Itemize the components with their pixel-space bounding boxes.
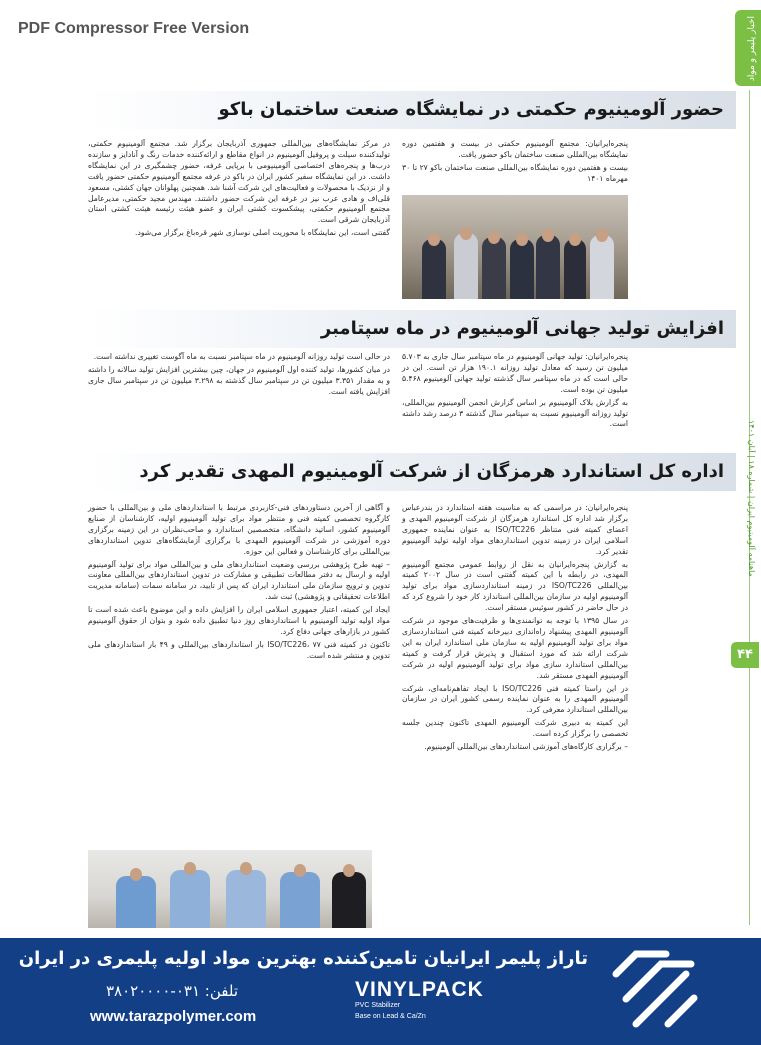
article3-paragraph: – برگزاری کارگاه‌های آموزشی استانداردهای بین‌المللی آلومینیوم. [424, 742, 628, 752]
ad-subline1: PVC Stabilizer [355, 1002, 401, 1009]
article3-right-column [402, 503, 628, 755]
article3-title-bar [88, 453, 736, 491]
article2-paragraph: به گزارش بلاک آلومینیوم بر اساس گزارش انجمن آلومینیوم بین‌المللی، تولید روزانه آلومینیوم نسبت به سپتامبر سال گذشته ۳ درصد رشد داشته است. [402, 397, 628, 429]
article3-paragraph: تاکنون در کمیته فنی ISO/TC226، ۷۷ بار استانداردهای بین‌المللی و ۴۹ بار استانداردهای ملی تدوین و منتشر شده است. [88, 639, 390, 660]
taraz-logo-icon [606, 944, 704, 1034]
article1-title-bar [88, 91, 736, 129]
issue-info: ماهنامه آلومینیوم ایران | شماره ۱۸ | آبان ۱۴۰۱ [747, 420, 756, 577]
ad-subline2: Base on Lead & Ca/Zn [355, 1013, 426, 1020]
article1-title: حضور آلومینیوم حکمتی در نمایشگاه صنعت ساختمان باکو [218, 99, 724, 120]
article3-paragraph: ایجاد این کمیته، اعتبار جمهوری اسلامی ایران را افزایش داده و این موضوع باعث شده است تا مواد اولیه تولید آلومینیوم با استانداردهای روز دنیا تطبیق داده شود و بتوان از حقوق آلومینیوم کشور در بازارهای جهانی دفاع کرد. [88, 605, 390, 636]
article3-paragraph: و آگاهی از آخرین دستاوردهای فنی-کاربردی مرتبط با استانداردهای ملی و بین‌المللی با حضور کارگروه تخصصی کمیته فنی و منتظر مواد برای تولید آلومینیوم اولیه، کارشناسان از صنایع آلومینیوم کشور، اساتید دانشگاه، متخصصین استاندارد و صاحب‌نظران در این زمینه برگزاری دوره آموزشی در شرکت آلومینیوم المهدی با برگزاری آزمایشگاه‌های تدوین استانداردهای بین‌المللی برای کارشناسان و فعالین این حوزه. [88, 503, 390, 556]
article3-title: اداره کل استاندارد هرمزگان از شرکت آلومینیوم المهدی تقدیر کرد [139, 461, 724, 482]
article3-paragraph: در این راستا کمیته فنی ISO/TC226 با ایجاد تفاهم‌نامه‌ای، شرکت آلومینیوم المهدی را به عنوان نماینده رسمی کشور ایران در سازمان بین‌المللی استاندارد معرفی کرد. [402, 683, 628, 715]
ad-phone-label: تلفن: [204, 982, 238, 1000]
article3-photo [88, 850, 372, 928]
article1-photo [402, 195, 628, 299]
section-tab [735, 10, 761, 86]
article3-paragraph: – تهیه طرح پژوهشی بررسی وضعیت استانداردهای ملی و بین‌المللی مواد برای تولید آلومینیوم اولیه و ارسال به دفتر مطالعات تطبیقی و مشارکت در تدوین استانداردهای بین‌المللی معاونت تدوین و ترویج سازمان ملی استاندارد ایران که پس از تایید، در سامانه سمات (سامانه مدیریت اطلاعات تحقیقاتی و پژوهشی) ثبت شد. [88, 559, 390, 602]
ad-brand: VINYLPACK [355, 978, 484, 1001]
ad-website[interactable]: www.tarazpolymer.com [90, 1008, 257, 1025]
article1-paragraph: بیست و هفتمین دوره نمایشگاه بین‌المللی صنعت ساختمان باکو ۲۷ تا ۳۰ مهرماه ۱۴۰۱ [402, 162, 628, 183]
article2-left-column [88, 352, 390, 400]
article3-paragraph: پنجره‌ایرانیان: در مراسمی که به مناسبت هفته استاندارد در بندرعباس برگزار شد اداره کل استاندارد هرمزگان از شرکت آلومینیوم المهدی و اعضای کمیته فنی متناظر ISO/TC226 به عنوان نماینده جمهوری اسلامی ایران در زمینه تدوین استانداردهای مواد اولیه تولید آلومینیوم تقدیر کرد. [402, 503, 629, 556]
ad-phone-number: ۰۳۱-۳۸۰۲۰۰۰۰ [105, 982, 201, 1000]
article3-paragraph: این کمیته به دبیری شرکت آلومینیوم المهدی تاکنون چندین جلسه تخصصی را برگزار کرده است. [402, 718, 628, 739]
article2-title-bar [88, 310, 736, 348]
article1-paragraph: گفتنی است، این نمایشگاه با محوریت اصلی نوسازی شهر قره‌باغ برگزار می‌شود. [135, 228, 390, 238]
article3-paragraph: در سال ۱۳۹۵ با توجه به توانمندی‌ها و ظرفیت‌های موجود در شرکت آلومینیوم المهدی پیشنهاد راه‌اندازی دبیرخانه کمیته فنی استانداردسازی مواد برای تولید آلومینیوم اولیه به سازمان ملی استاندارد ایران به این شرکت ارائه شد که مورد استقبال و پذیرش قرار گرفت و کمیته بین‌المللی استاندارد سازی مواد برای تولید آلومینیوم اولیه در شرکت آلومینیوم المهدی مستقر شد. [402, 616, 628, 680]
watermark: PDF Compressor Free Version [18, 20, 250, 37]
page-number: ۴۴ [731, 642, 759, 668]
ad-headline: تاراز پلیمر ایرانیان تامین‌کننده بهترین مواد اولیه پلیمری در ایران [18, 948, 588, 969]
article2-paragraph: در حالی است تولید روزانه آلومینیوم در ماه سپتامبر نسبت به ماه آگوست تغییری نداشته است. [93, 352, 390, 361]
article2-right-column [402, 352, 628, 432]
article2-paragraph: پنجره‌ایرانیان: تولید جهانی آلومینیوم در ماه سپتامبر سال جاری به ۵.۷۰۳ میلیون تن رسید که معادل تولید روزانه ۱۹۰.۱ هزار تن است. این در حالی است که در ماه سپتامبر سال گذشته تولید جهانی آلومینیوم ۵.۴۶۸ میلیون تن بوده است. [402, 352, 628, 394]
section-tab-label: اخبار پلیمر و مواد [747, 16, 757, 82]
article2-title: افزایش تولید جهانی آلومینیوم در ماه سپتامبر [320, 318, 724, 339]
article3-left-column [88, 503, 390, 664]
article1-right-column [402, 139, 628, 187]
ad-phone [88, 982, 238, 1000]
article3-paragraph: به گزارش پنجره‌ایرانیان به نقل از روابط عمومی مجتمع آلومینیوم المهدی، در رابطه با این کمیته گفتنی است در سال ۲۰۰۲ کمیته بین‌المللی ISO/TC226 در زمینه استانداردسازی مواد برای تولید آلومینیوم اولیه در سازمان بین‌المللی استاندارد کار خود را شروع کرد که در حال حاضر در کشور سوئیس مستقر است. [402, 559, 628, 613]
article1-paragraph: پنجره‌ایرانیان: مجتمع آلومینیوم حکمتی در بیست و هفتمین دوره نمایشگاه بین‌المللی صنعت ساختمان باکو حضور یافت. [402, 139, 628, 159]
article1-paragraph: در مرکز نمایشگاه‌های بین‌المللی جمهوری آذربایجان برگزار شد. مجتمع آلومینیوم حکمتی، تولیدکننده سیلت و پروفیل آلومینیوم در انواع مقاطع و ارائه‌کننده خدمات رنگ و آنادایز و سازنده درب‌ها و پنجره‌های اختصاصی آلومینیومی با برپایی غرفه، حضور چشمگیری در این نمایشگاه داشت. در این نمایشگاه سفیر کشور ایران در باکو در غرفه مجتمع آلومینیوم حکمتی حضور یافت و از نزدیک با محصولات و فعالیت‌های این شرکت آشنا شد. همچنین پهلوانان جهان کشتی، مسعود قلی‌اف و هادی عرب نیز در غرفه این شرکت حضور داشتند. مهندس مجید حکمتی، مدیرعامل مجتمع آلومینیوم حکمتی، پیشکسوت کشتی ایران و عضو هیئت رئیسه هیئت کشتی استان آذربایجان شرقی است. [88, 139, 390, 225]
article2-paragraph: در میان کشورها، تولید کننده اول آلومینیوم در جهان، چین بیشترین افزایش تولید سالانه را داشته و به مقدار ۳.۳۵۱ میلیون تن در سپتامبر سال گذشته به ۳.۲۹۸ میلیون تن در سپتامبر سال جاری افزایش یافته است. [88, 364, 391, 396]
article1-left-column [88, 139, 390, 241]
